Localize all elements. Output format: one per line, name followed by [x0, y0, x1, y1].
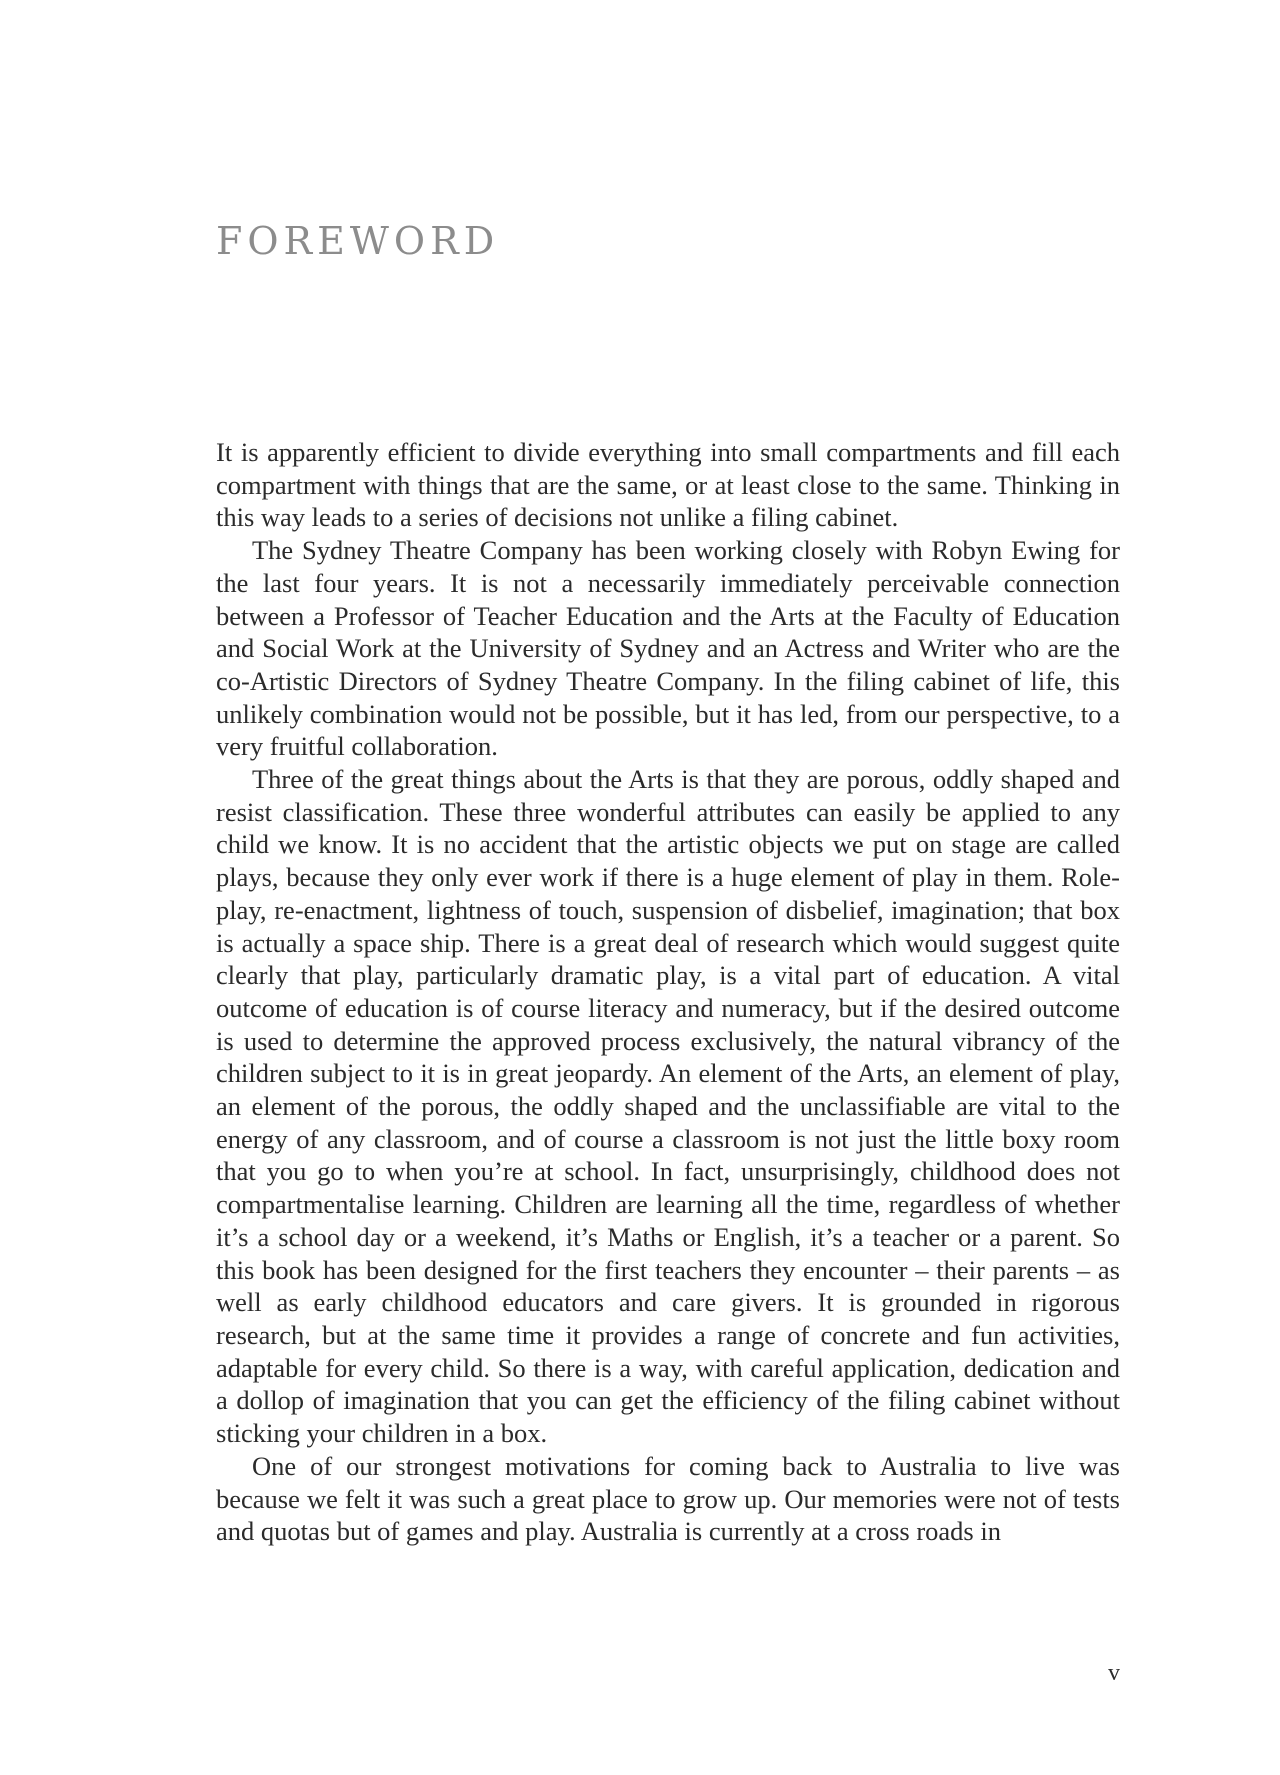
paragraph-4: One of our strongest motivations for coming back to Australia to live was because we felt it was such a great place to grow up. Our memories were not of tests and quotas but of games and play. Australia is currently at a cross roads in [216, 1450, 1120, 1547]
page-number: v [1108, 1660, 1120, 1686]
paragraph-3: Three of the great things about the Arts is that they are porous, oddly shaped and resist classification. These three wonderful attributes can easily be applied to any child we know. It is no accident that the artistic objects we put on stage are called plays, because they only ever work if there is a huge element of play in them. Role-play, re-enactment, lightness of touch, suspension of disbelief, imagination; that box is actually a space ship. There is a great deal of research which would suggest quite clearly that play, particularly dramatic play, is a vital part of education. A vital outcome of education is of course literacy and numeracy, but if the desired outcome is used to determine the approved process exclusively, the natural vibrancy of the children subject to it is in great jeopardy. An element of the Arts, an element of play, an element of the porous, the oddly shaped and the unclassifiable are vital to the energy of any classroom, and of course a classroom is not just the little boxy room that you go to when you’re at school. In fact, unsurprisingly, childhood does not compartmentalise learning. Children are learning all the time, regardless of whether it’s a school day or a weekend, it’s Maths or English, it’s a teacher or a parent. So this book has been designed for the first teachers they encounter – their parents – as well as early childhood educators and care givers. It is grounded in rigorous research, but at the same time it provides a range of concrete and fun activities, adaptable for every child. So there is a way, with careful application, dedication and a dollop of imagination that you can get the efficiency of the filing cabinet without sticking your children in a box. [216, 764, 1120, 1449]
paragraph-2: The Sydney Theatre Company has been working closely with Robyn Ewing for the last four years. It is not a necessarily immediately perceivable connection between a Professor of Teacher Education and the Arts at the Faculty of Education and Social Work at the University of Sydney and an Actress and Writer who are the co-Artistic Directors of Sydney Theatre Company. In the filing cabinet of life, this unlikely combination would not be possible, but it has led, from our perspective, to a very fruitful collaboration. [216, 535, 1120, 762]
page-title: FOREWORD [216, 219, 500, 263]
paragraph-1: It is apparently efficient to divide everything into small compartments and fill each compartment with things that are the same, or at least close to the same. Thinking in this way leads to a series of decisions not unlike a filing cabinet. [216, 437, 1120, 533]
foreword-body [216, 436, 1120, 1548]
